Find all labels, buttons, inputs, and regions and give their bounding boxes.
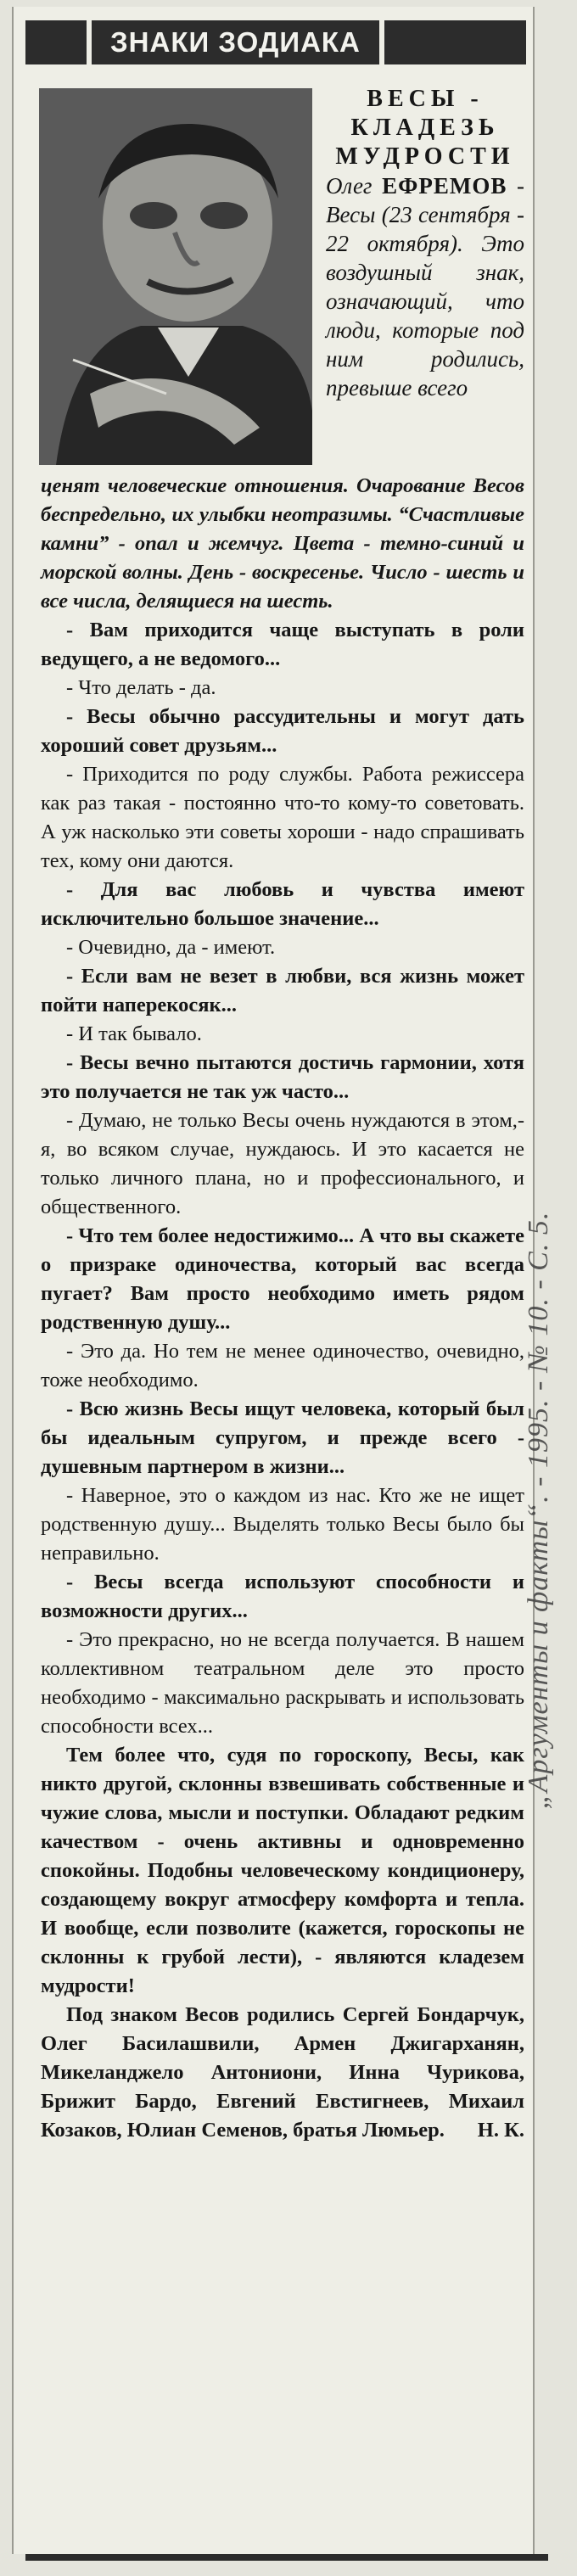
birthdays-text: Под знаком Весов родились Сергей Бондарчук, Олег Басилашвили, Армен Джигарханян, Микеланджело Антониони, Инна Чурикова, Брижит Бардо, Евгений Евстигнеев, Михаил Козаков, Юлиан Семенов, братья Люмьер.: [41, 2003, 524, 2142]
author-last-name: ЕФРЕМОВ: [382, 173, 507, 199]
interview-question: - Для вас любовь и чувства имеют исключительно большое значение...: [41, 878, 524, 930]
interview-answer: - Что делать - да.: [66, 676, 216, 699]
intro-opening: - Весы (23 сентября - 22 октября). Это воздушный знак, означающий, что люди, которые под ним родились, превыше всего: [326, 173, 524, 400]
interview-question: - Всю жизнь Весы ищут человека, который был бы идеальным супругом, и прежде всего - душевным партнером в жизни...: [41, 1397, 524, 1478]
interview-answer: - Это прекрасно, но не всегда получается. В нашем коллективном театральном деле это просто необходимо - максимально раскрывать и использовать способности всех...: [41, 1628, 524, 1738]
intro-paragraph: ценят человеческие отношения. Очарование Весов беспредельно, их улыбки неотразимы. “Счастливые камни” - опал и жемчуг. Цвета - темно-синий и морской волны. День - воскресенье. Число - шесть и все числа, делящиеся на шесть.: [41, 474, 524, 613]
interview-question: - Если вам не везет в любви, вся жизнь может пойти наперекосяк...: [41, 965, 524, 1016]
interview-question: - Вам приходится чаще выступать в роли ведущего, а не ведомого...: [41, 619, 524, 670]
interview-question: - Весы всегда используют способности и возможности других...: [41, 1571, 524, 1622]
interview-question: - Что тем более недостижимо... А что вы скажете о призраке одиночества, который вас всегда пугает? Вам просто необходимо иметь рядом родственную душу...: [41, 1224, 524, 1334]
interview-question: - Весы обычно рассудительны и могут дать хороший совет друзьям...: [41, 705, 524, 757]
author-first-name: Олег: [326, 173, 373, 199]
headline: ВЕСЫ - КЛАДЕЗЬ МУДРОСТИ: [335, 86, 515, 170]
interview-answer: - Наверное, это о каждом из нас. Кто же не ищет родственную душу... Выделять только Весы было бы неправильно.: [41, 1484, 524, 1565]
interview-answer: - Очевидно, да - имеют.: [66, 936, 276, 959]
handwritten-source-note: [475, 475, 577, 2545]
interview: [41, 616, 524, 1741]
interview-answer: - И так бывало.: [66, 1022, 202, 1045]
bottom-rule: [25, 2554, 548, 2561]
interview-answer: - Это да. Но тем не менее одиночество, очевидно, тоже необходимо.: [41, 1340, 524, 1392]
rubric-bar: [25, 20, 526, 64]
closing-paragraph: Тем более что, судя по гороскопу, Весы, как никто другой, склонны взвешивать собственные и чужие слова, мысли и поступки. Обладают редким качеством - очень активны и одновременно спокойны. Подобны человеческому кондиционеру, создающему вокруг атмосферу комфорта и тепла. И вообще, если позволите (кажется, гороскопы не склонны к грубой лести), - являются кладезем мудрости!: [41, 1744, 524, 1997]
interview-answer: - Приходится по роду службы. Работа режиссера как раз такая - постоянно что-то кому-то советовать. А уж насколько эти советы хороши - надо спрашивать тех, кому они даются.: [41, 763, 524, 872]
interview-answer: - Думаю, не только Весы очень нуждаются в этом,- я, во всяком случае, нуждаюсь. И это касается не только личного плана, но и профессионального, и общественного.: [41, 1109, 524, 1218]
rubric-title: ЗНАКИ ЗОДИАКА: [87, 20, 384, 64]
article-body: [41, 85, 524, 2145]
newspaper-clipping: [12, 7, 535, 2554]
signature: Н. К.: [477, 2119, 524, 2142]
photo-space: [41, 85, 326, 472]
handwritten-note-text: „Аргументы и факты“. - 1995. - № 10. - С. 5.: [523, 1211, 554, 1810]
interview-question: - Весы вечно пытаются достичь гармонии, хотя это получается не так уж часто...: [41, 1051, 524, 1103]
birthdays-paragraph: [41, 2001, 524, 2145]
